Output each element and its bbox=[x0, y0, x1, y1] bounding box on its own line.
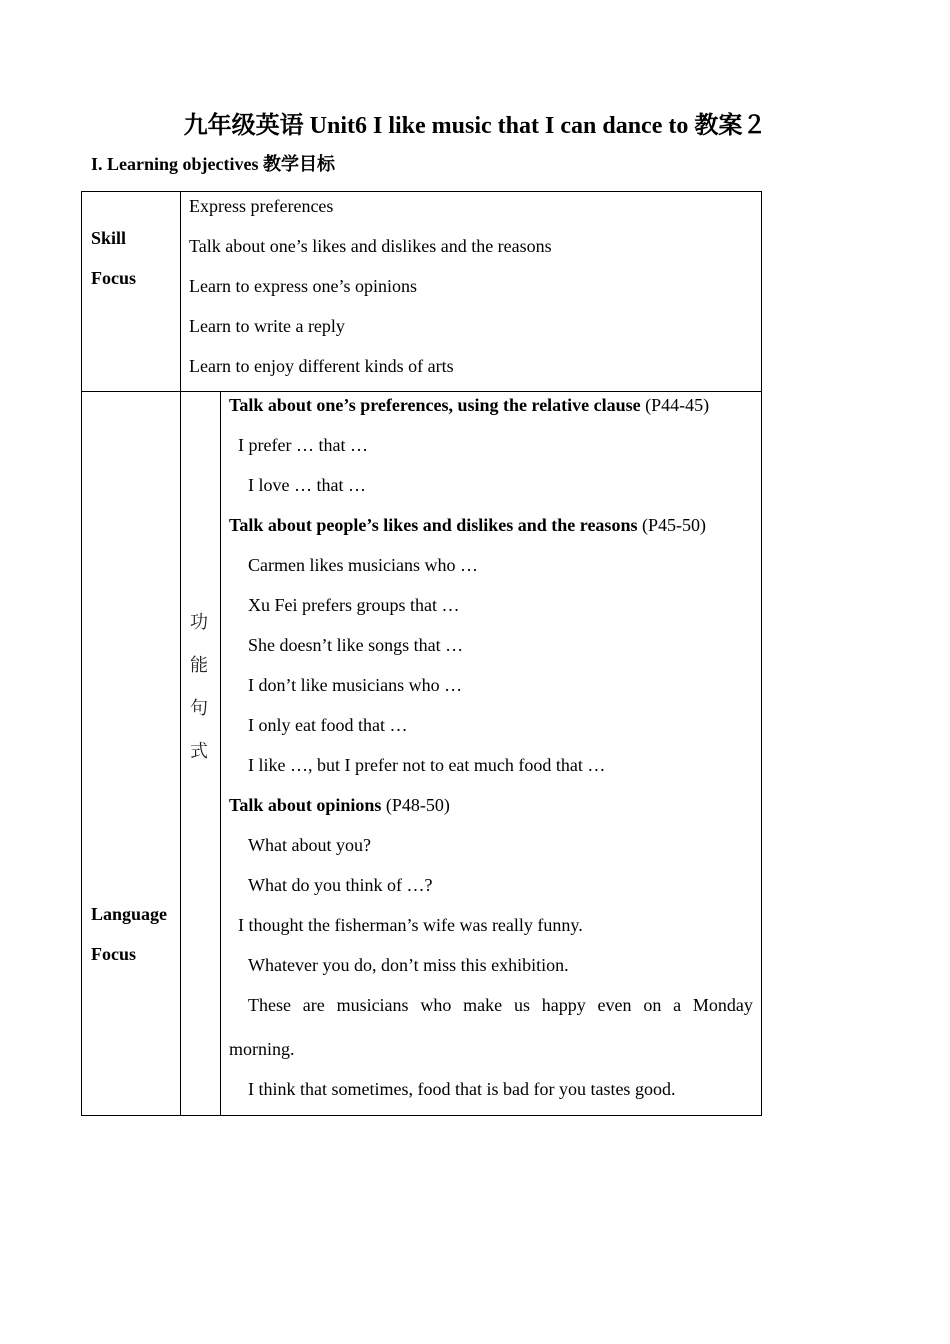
sub-label-char: 能 bbox=[190, 655, 208, 675]
skill-item: Express preferences bbox=[189, 196, 334, 216]
example-sentence: What about you? bbox=[248, 835, 371, 855]
skill-item: Learn to write a reply bbox=[189, 316, 345, 336]
column-divider bbox=[220, 392, 221, 1115]
section-heading: I. Learning objectives 教学目标 bbox=[91, 154, 335, 174]
skill-focus-list bbox=[189, 186, 552, 386]
skill-label-line1: Skill bbox=[91, 228, 127, 248]
page-title: 九年级英语 Unit6 I like music that I can dance to 教案２ bbox=[183, 113, 767, 139]
language-label-line2: Focus bbox=[91, 944, 136, 964]
sentence-word: us bbox=[513, 995, 530, 1015]
column-divider bbox=[180, 192, 181, 391]
sentence-word: are bbox=[302, 995, 325, 1015]
example-sentence: I like …, but I prefer not to eat much food that … bbox=[248, 755, 606, 775]
skill-item: Learn to express one’s opinions bbox=[189, 276, 417, 296]
example-sentence-justified bbox=[229, 985, 753, 1025]
example-sentence: I thought the fisherman’s wife was really funny. bbox=[238, 915, 583, 935]
sub-label-char: 式 bbox=[190, 741, 208, 761]
sentence-word: happy bbox=[541, 995, 586, 1015]
sentence-word: on bbox=[643, 995, 662, 1015]
skill-item: Learn to enjoy different kinds of arts bbox=[189, 356, 454, 376]
group-heading: Talk about opinions (P48-50) bbox=[229, 795, 450, 815]
example-sentence: I only eat food that … bbox=[248, 715, 408, 735]
example-sentence: I don’t like musicians who … bbox=[248, 675, 463, 695]
example-sentence: Xu Fei prefers groups that … bbox=[248, 595, 460, 615]
objectives-table bbox=[81, 191, 762, 1116]
sentence-word: even bbox=[597, 995, 632, 1015]
example-sentence: I love … that … bbox=[248, 475, 366, 495]
skill-item: Talk about one’s likes and dislikes and the reasons bbox=[189, 236, 552, 256]
example-sentence: Whatever you do, don’t miss this exhibition. bbox=[248, 955, 569, 975]
example-sentence: I prefer … that … bbox=[238, 435, 368, 455]
sentence-word: make bbox=[463, 995, 503, 1015]
sub-label-char: 句 bbox=[190, 698, 208, 718]
example-sentence: What do you think of …? bbox=[248, 875, 433, 895]
example-sentence: She doesn’t like songs that … bbox=[248, 635, 464, 655]
example-sentence-continuation: morning. bbox=[229, 1039, 295, 1059]
sentence-word: musicians bbox=[336, 995, 409, 1015]
column-divider bbox=[180, 392, 181, 1115]
language-focus-content bbox=[229, 385, 753, 1109]
example-sentence: Carmen likes musicians who … bbox=[248, 555, 478, 575]
language-label-line1: Language bbox=[91, 904, 168, 924]
sentence-word: who bbox=[420, 995, 452, 1015]
sentence-word: a bbox=[673, 995, 682, 1015]
function-sentence-label bbox=[190, 601, 212, 773]
skill-label-line2: Focus bbox=[91, 268, 136, 288]
sub-label-char: 功 bbox=[190, 612, 208, 632]
skill-focus-row bbox=[82, 192, 761, 392]
group-heading: Talk about one’s preferences, using the relative clause (P44-45) bbox=[229, 395, 710, 415]
example-sentence: I think that sometimes, food that is bad for you tastes good. bbox=[248, 1079, 676, 1099]
sentence-word: These bbox=[248, 995, 291, 1015]
sentence-word: Monday bbox=[692, 995, 753, 1015]
language-focus-row bbox=[82, 392, 761, 1115]
group-heading: Talk about people’s likes and dislikes and the reasons (P45-50) bbox=[229, 515, 706, 535]
